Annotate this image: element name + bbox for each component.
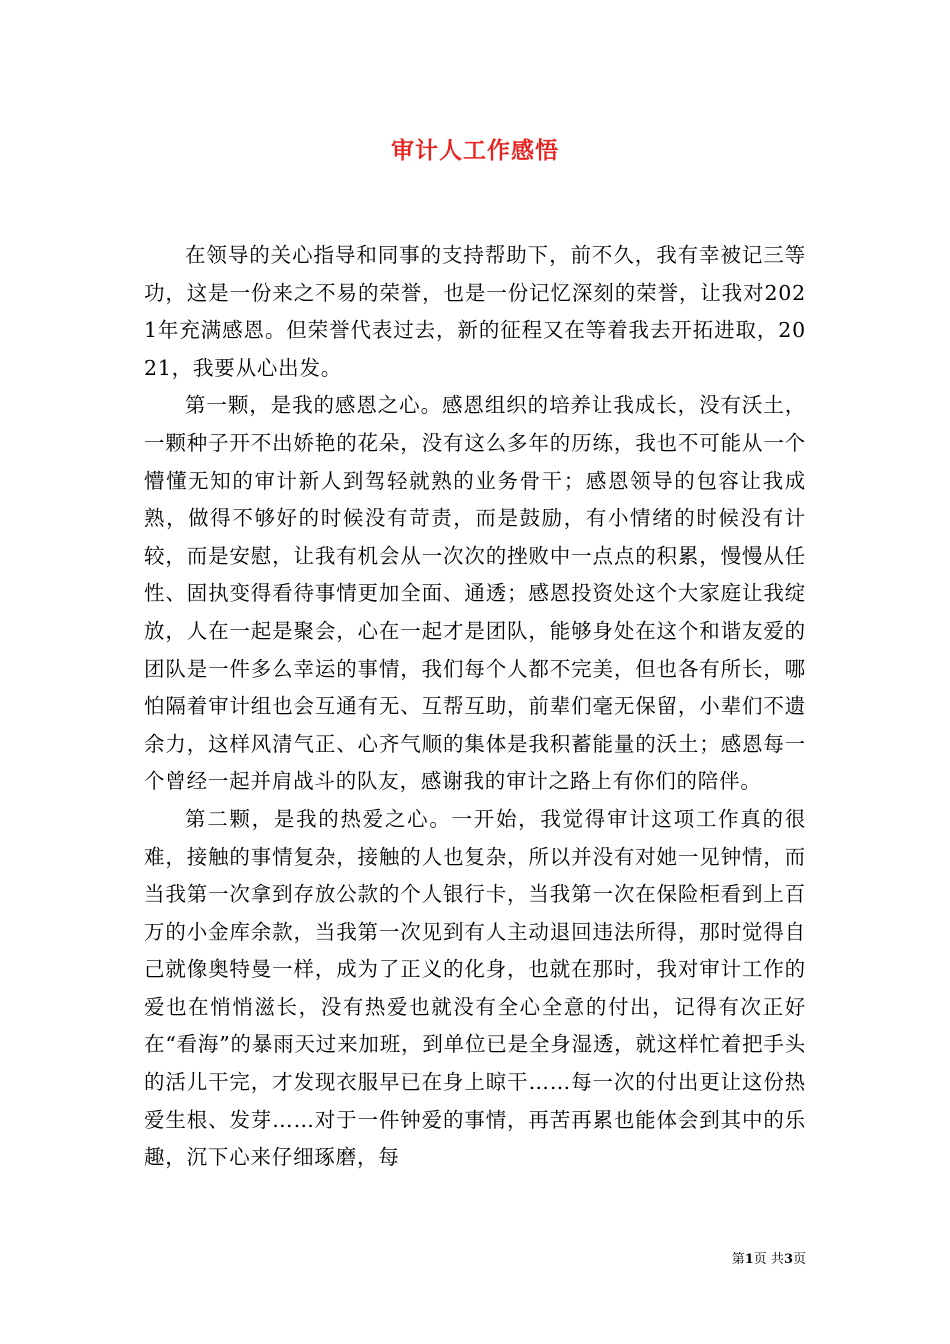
paragraph-passion: 第二颗，是我的热爱之心。一开始，我觉得审计这项工作真的很难，接触的事情复杂，接触的人也复杂，所以并没有对她一见钟情，而当我第一次拿到存放公款的个人银行卡，当我第一次在保险柜看到上百万的小金库余款，当我第一次见到有人主动退回违法所得，那时觉得自己就像奥特曼一样，成为了正义的化身，也就在那时，我对审计工作的爱也在悄悄滋长，没有热爱也就没有全心全意的付出，记得有次正好在“看海”的暴雨天过来加班，到单位已是全身湿透，就这样忙着把手头的活儿干完，才发现衣服早已在身上晾干……每一次的付出更让这份热爱生根、发芽……对于一件钟爱的事情，再苦再累也能体会到其中的乐趣，沉下心来仔细琢磨，每 <box>144 806 806 1170</box>
page-number-footer <box>732 1248 806 1267</box>
footer-middle: 页 共 <box>753 1252 784 1267</box>
total-pages-number: 3 <box>783 1252 793 1267</box>
document-title: 审计人工作感悟 <box>391 137 559 164</box>
footer-suffix: 页 <box>792 1252 806 1267</box>
footer-prefix: 第 <box>731 1252 745 1267</box>
current-page-number: 1 <box>744 1252 754 1267</box>
document-body <box>144 237 806 1177</box>
paragraph-gratitude: 第一颗，是我的感恩之心。感恩组织的培养让我成长，没有沃土，一颗种子开不出娇艳的花朵，没有这么多年的历练，我也不可能从一个懵懂无知的审计新人到驾轻就熟的业务骨干；感恩领导的包容让我成熟，做得不够好的时候没有苛责，而是鼓励，有小情绪的时候没有计较，而是安慰，让我有机会从一次次的挫败中一点点的积累，慢慢从任性、固执变得看待事情更加全面、通透；感恩投资处这个大家庭让我绽放，人在一起是聚会，心在一起才是团队，能够身处在这个和谐友爱的团队是一件多么幸运的事情，我们每个人都不完美，但也各有所长，哪怕隔着审计组也会互通有无、互帮互助，前辈们毫无保留，小辈们不遗余力，这样风清气正、心齐气顺的集体是我积蓄能量的沃土；感恩每一个曾经一起并肩战斗的队友，感谢我的审计之路上有你们的陪伴。 <box>144 393 806 794</box>
paragraph-intro: 在领导的关心指导和同事的支持帮助下，前不久，我有幸被记三等功，这是一份来之不易的荣誉，也是一份记忆深刻的荣誉，让我对2021年充满感恩。但荣誉代表过去，新的征程又在等着我去开拓进取，2021，我要从心出发。 <box>144 243 806 380</box>
